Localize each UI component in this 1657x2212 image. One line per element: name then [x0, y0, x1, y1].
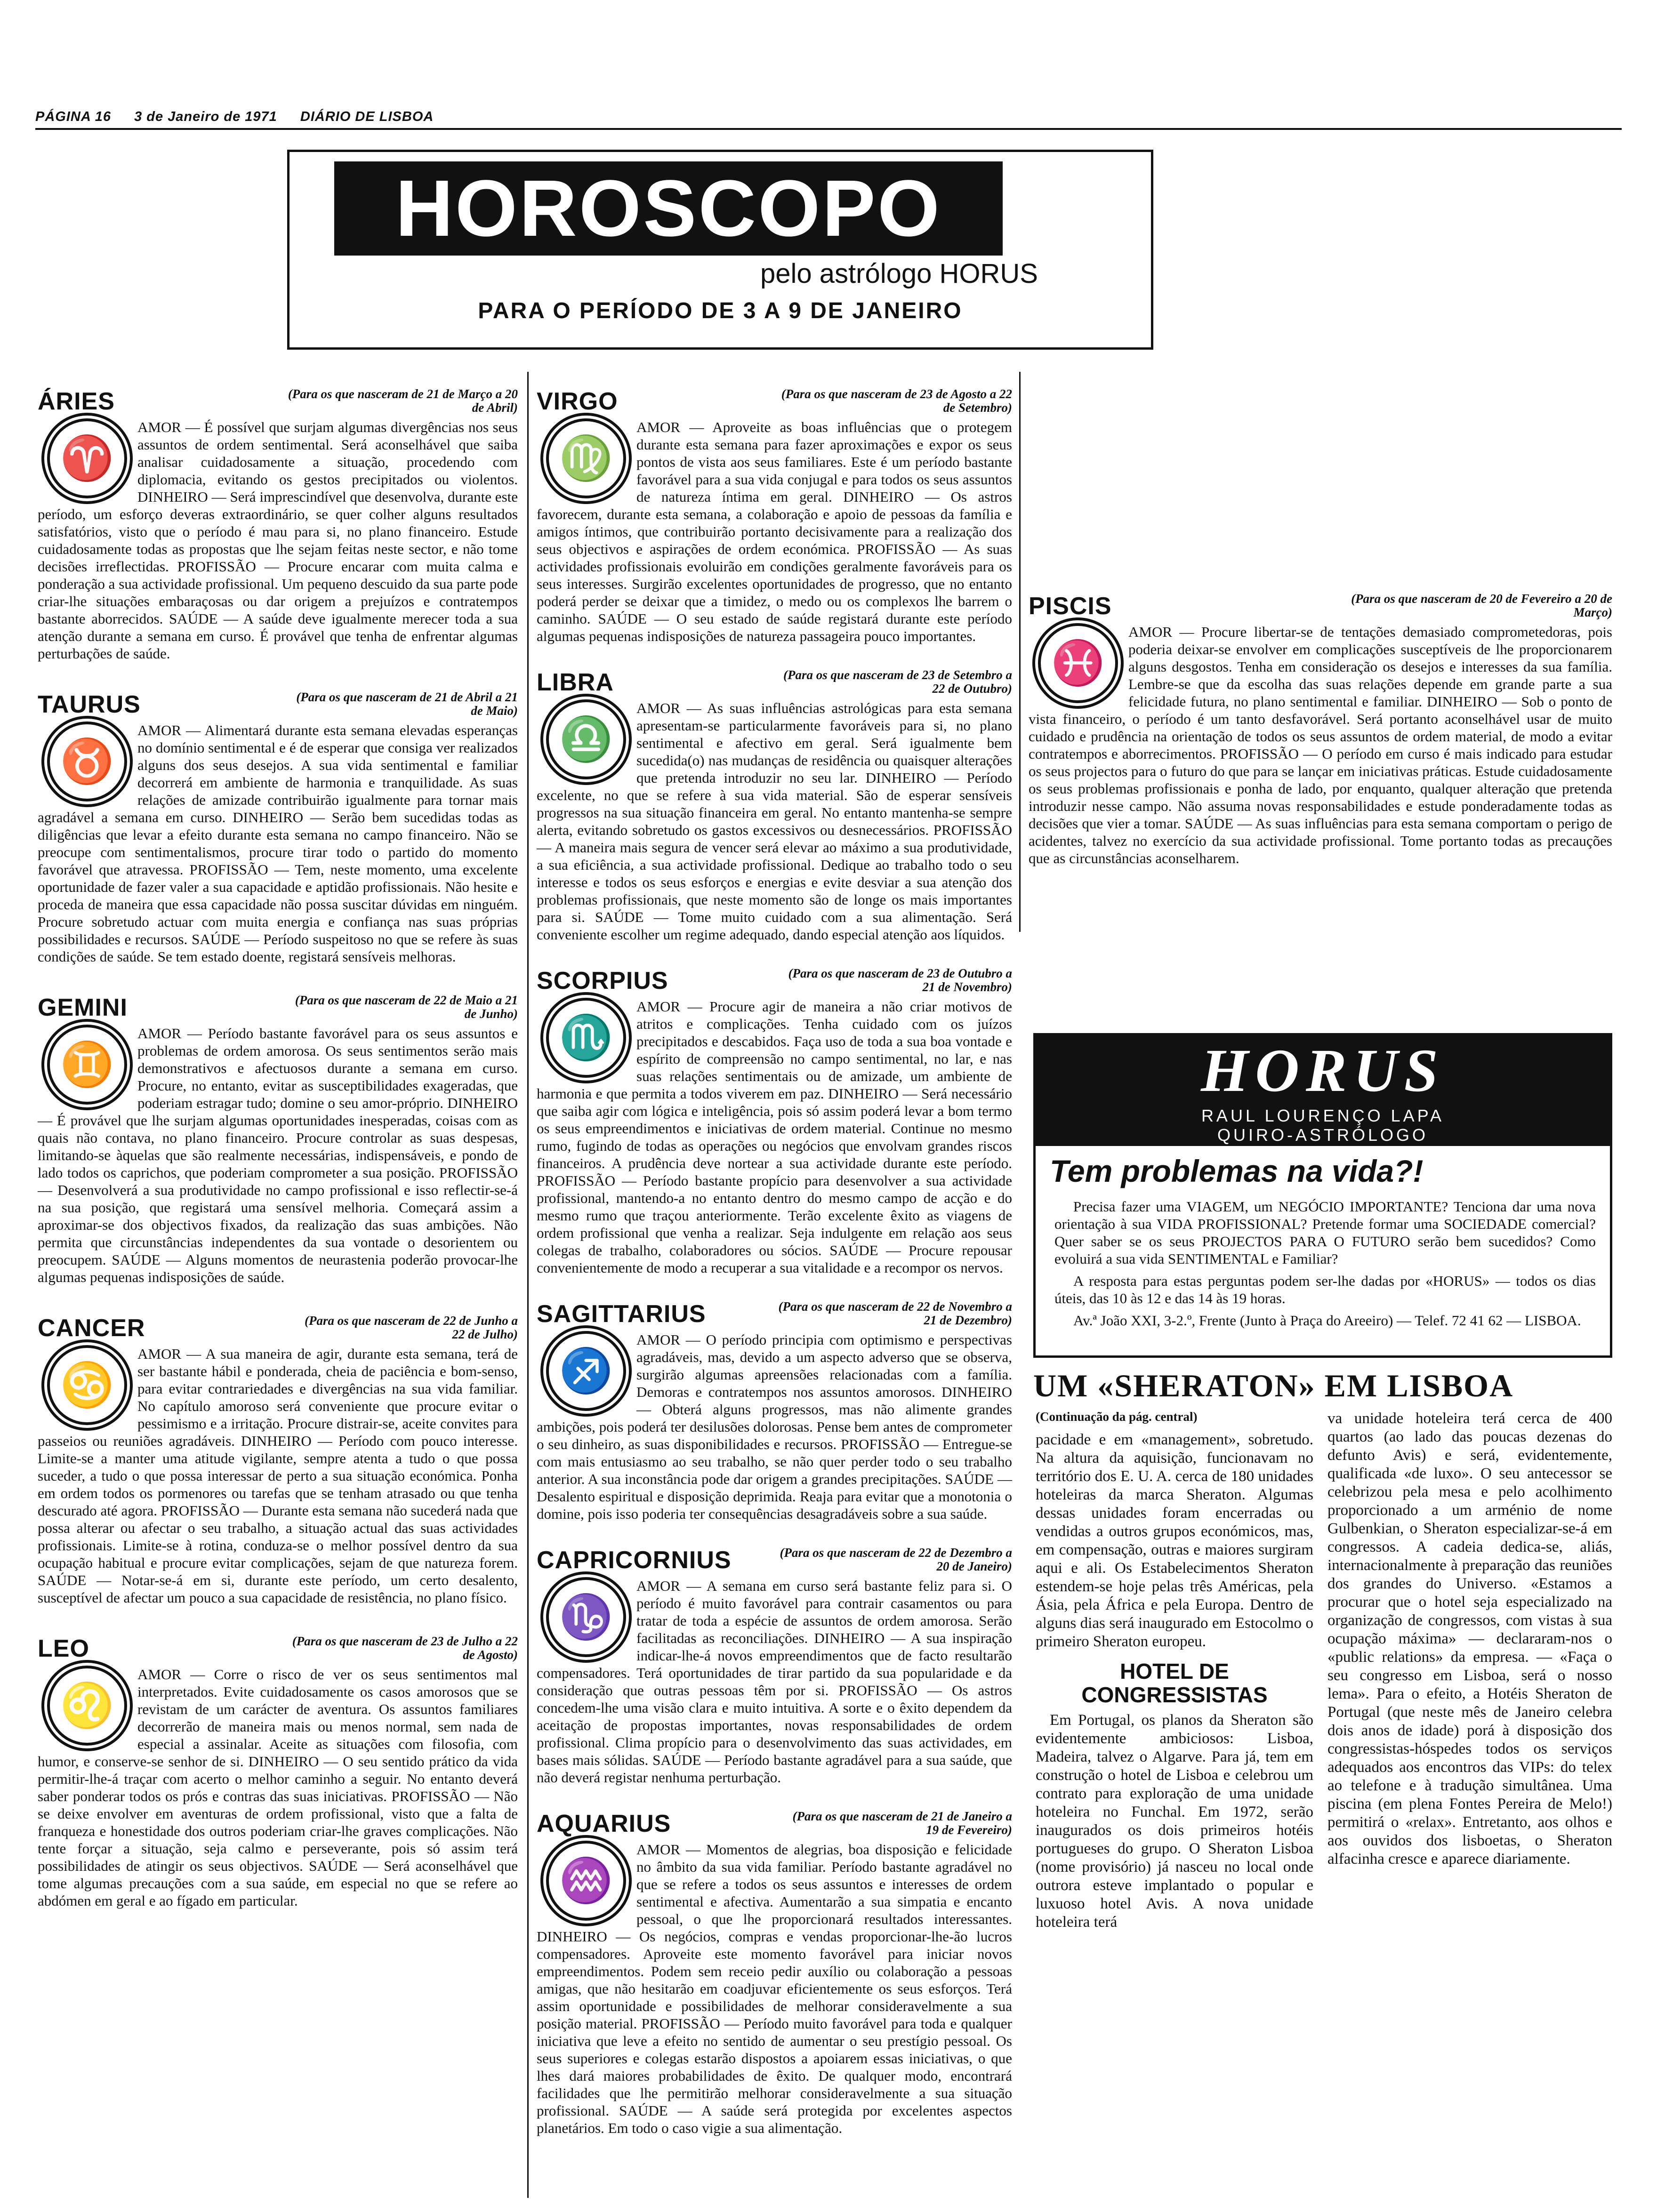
gemini-icon: ♊: [47, 1025, 127, 1105]
piscis-icon: ♓: [1038, 623, 1118, 703]
article-title: UM «SHERATON» EM LISBOA: [1033, 1368, 1514, 1403]
sign-dates: (Para os que nasceram de 20 de Fevereiro a 20 de Março): [1351, 592, 1612, 619]
virgo-icon: ♍: [546, 418, 626, 498]
newspaper-name: DIÁRIO DE LISBOA: [300, 109, 434, 124]
ad-headline: Tem problemas na vida?!: [1050, 1154, 1424, 1188]
page-header: [35, 109, 452, 125]
aries-icon: ♈: [47, 418, 127, 498]
article-column-2: [1327, 1410, 1612, 1868]
horoscope-column-3: [1029, 579, 1612, 867]
sign-dates: (Para os que nasceram de 23 de Agosto a 22 de Setembro): [781, 387, 1012, 415]
sign-name: CAPRICORNIUS: [537, 1547, 732, 1574]
sign-libra: [537, 668, 1012, 943]
sign-cancer: [38, 1314, 518, 1606]
sign-name: TAURUS: [38, 691, 141, 718]
sign-name: LIBRA: [537, 669, 614, 696]
sign-aries: [38, 387, 518, 662]
sign-name: SAGITTARIUS: [537, 1300, 706, 1328]
sign-dates: (Para os que nasceram de 23 de Outubro a 21 de Novembro): [788, 966, 1012, 994]
sign-name: SCORPIUS: [537, 967, 668, 994]
sign-text: AMOR — O período principia com optimismo e perspectivas agradáveis, mas, devido a um aspecto adverso que se observa, surgirão algumas apreensões relacionadas com a família. Demoras e contratempos nos assuntos amorosos. DINHEIRO — Obterá alguns progressos, mas não alimente grandes ambições, pois poderá ter desilusões dolorosas. Pense bem antes de comprometer o seu dinheiro, as suas disponibilidades e recursos. PROFISSÃO — Entregue-se com mais entusiasmo ao seu trabalho, se não quer perder todo o seu trabalho anterior. A sua inconstância pode dar origem a grandes precipitações. SAÚDE — Desalento espiritual e disposição deprimida. Reaja para evitar que a monotonia o domine, pois isso poderia ter consequências desagradáveis sobre a sua saúde.: [537, 1331, 1012, 1522]
sign-text: AMOR — Período bastante favorável para os seus assuntos e problemas de ordem amorosa. Os seus sentimentos serão mais demonstrativos e afectuosos durante a semana em curso. Procure, no entanto, evitar as susceptibilidades exageradas, que poderiam estragar tudo; domine o seu amor-próprio. DINHEIRO — É provável que lhe surjam algumas oportunidades inesperadas, coisas com as quais não contava, no plano financeiro. Procure controlar as suas despesas, limitando-se àquelas que são realmente necessárias, indispensáveis, e pondo de lado todos os caprichos, que poderiam comprometer a sua posição. PROFISSÃO — Desenvolverá a sua produtividade no campo profissional e isso reflectir-se-á na sua posição, que registará uma sensível melhoria. Começará assim a aproximar-se dos objectivos fixados, da realização das suas ambições. Não permita que circunstâncias independentes da sua vontade o desorientem ou preocupem. SAÚDE — Alguns momentos de neurastenia poderão provocar-lhe algumas pequenas indisposições de saúde.: [38, 1025, 518, 1285]
horoscope-title: HOROSCOPO: [334, 161, 1003, 256]
horoscope-column-1: [38, 374, 518, 1909]
sign-dates: (Para os que nasceram de 22 de Maio a 21 de Junho): [295, 993, 518, 1021]
column-divider: [527, 372, 529, 2198]
aquarius-icon: ♒: [546, 1841, 626, 1921]
sign-text: AMOR — Aproveite as boas influências que o protegem durante esta semana para fazer aproximações e expor os seus pontos de vista aos seus familiares. Este é um período bastante favorável para a sua vida conjugal e para todos os seus assuntos de natureza íntima em geral. DINHEIRO — Os astros favorecem, durante esta semana, a colaboração e apoio de pessoas da família e amigos íntimos, que contribuirão portanto decisivamente para a realização dos seus objectivos e aspirações de ordem económica. PROFISSÃO — As suas actividades profissionais evoluirão em condições geralmente favoráveis para os seus interesses. Surgirão excelentes oportunidades de progresso, que no entanto poderá perder se deixar que a timidez, o medo ou os complexos lhe barrem o caminho. SAÚDE — O seu estado de saúde registará durante este período algumas pequenas indisposições de natureza passageira pouco importantes.: [537, 419, 1012, 644]
ad-body: [1054, 1198, 1596, 1329]
horus-advertisement: [1033, 1033, 1612, 1358]
sign-text: AMOR — É possível que surjam algumas divergências nos seus assuntos de ordem sentimental. Será aconselhável que saiba analisar cuidadosamente a situação, procedendo com diplomacia, evitando os gestos precipitados ou violentos. DINHEIRO — Será imprescindível que desenvolva, durante este período, um esforço deveras extraordinário, se quer colher alguns resultados satisfatórios, visto que o período é mau para si, no plano financeiro. Estude cuidadosamente todas as propostas que lhe sejam feitas neste sector, e não tome decisões irreflectidas. PROFISSÃO — Procure encarar com muita calma e ponderação a sua actividade profissional. Um pequeno descuido da sua parte pode criar-lhe situações embaraçosas ou dar origem a prejuízos e contratempos bastante aborrecidos. SAÚDE — A saúde deve igualmente merecer toda a sua atenção durante a semana em curso. É provável que tenha de enfrentar algumas perturbações de saúde.: [38, 419, 518, 662]
sign-name: AQUARIUS: [537, 1810, 671, 1837]
ad-astrologer-name: RAUL LOURENÇO LAPA: [1201, 1106, 1445, 1125]
page-number: PÁGINA 16: [35, 109, 112, 124]
horoscope-banner: [287, 150, 1153, 350]
taurus-icon: ♉: [47, 721, 127, 801]
sign-text: AMOR — A semana em curso será bastante feliz para si. O período é muito favorável para contrair casamentos ou para tratar de toda a espécie de assuntos de ordem amorosa. Serão facilitadas as reconciliações. DINHEIRO — A sua inspiração indicar-lhe-á novos empreendimentos que de facto resultarão compensadores. Terá oportunidades de tirar partido da sua popularidade e da consideração que outras pessoas têm por si. PROFISSÃO — Os astros concedem-lhe uma visão clara e muito intuitiva. A sorte e o êxito dependem da aceitação de propostas importantes, novas responsabilidades de ordem profissional. Clima propício para o desenvolvimento das suas actividades, em bases mais sólidas. SAÚDE — Período bastante agradável para a sua saúde, que não deverá registar nenhuma perturbação.: [537, 1578, 1012, 1786]
sign-capricornius: [537, 1546, 1012, 1786]
sign-text: AMOR — Corre o risco de ver os seus sentimentos mal interpretados. Evite cuidadosamente os casos amorosos que se revistam de um carácter de aventura. Os assuntos familiares decorrerão de maneira mais ou menos normal, sem nada de especial a assinalar. Aceite as situações com filosofia, com humor, e conserve-se senhor de si. DINHEIRO — O seu sentido prático da vida permitir-lhe-á traçar com acerto o melhor caminho a seguir. No entanto deverá saber ponderar todos os prós e contras das suas iniciativas. PROFISSÃO — Não se deixe envolver em aventuras de ordem profissional, visto que a falta de franqueza e honestidade dos outros poderiam criar-lhe graves complicações. Não tente forçar a situação, seja calmo e perseverante, pois só assim terá possibilidades de atingir os seus objectivos. SAÚDE — Será aconselhável que tome algumas precauções com a sua saúde, em especial no que se refere ao abdómen em geral e ao fígado em particular.: [38, 1666, 518, 1909]
sign-name: CANCER: [38, 1314, 145, 1342]
horoscope-column-2: [537, 374, 1012, 2137]
sign-text: AMOR — As suas influências astrológicas para esta semana apresentam-se particularmente favoráveis para si, no plano sentimental e afectivo em geral. Será igualmente bem sucedida(o) nas mudanças de residência ou quaisquer alterações que pretenda introduzir no seu lar. DINHEIRO — Período excelente, no que se refere à sua vida material. São de esperar sensíveis progressos na sua situação financeira em geral. No entanto mantenha-se sempre alerta, evitando sobretudo os gastos excessivos ou desnecessários. PROFISSÃO — A maneira mais segura de vencer será elevar ao máximo a sua produtividade, a sua eficiência, a sua actividade profissional. Dedique ao trabalho todo o seu interesse e todos os seus esforços e energias e evite desviar a sua atenção dos problemas profissionais, que neste momento são de longe os mais importantes para si. SAÚDE — Tome muito cuidado com a sua alimentação. Será conveniente escolher um regime adequado, dando especial atenção aos líquidos.: [537, 700, 1012, 943]
issue-date: 3 de Janeiro de 1971: [134, 109, 277, 124]
sign-name: GEMINI: [38, 994, 128, 1021]
sign-name: ÁRIES: [38, 388, 115, 415]
sign-name: LEO: [38, 1635, 89, 1662]
sign-dates: (Para os que nasceram de 21 de Janeiro a 19 de Fevereiro): [792, 1809, 1012, 1837]
leo-icon: ♌: [47, 1666, 127, 1746]
sign-dates: (Para os que nasceram de 23 de Setembro a 22 de Outubro): [783, 668, 1012, 696]
sign-dates: (Para os que nasceram de 22 de Junho a 22 de Julho): [304, 1314, 518, 1341]
sign-dates: (Para os que nasceram de 23 de Julho a 22 de Agosto): [292, 1634, 518, 1662]
horoscope-period: PARA O PERÍODO DE 3 A 9 DE JANEIRO: [478, 298, 963, 323]
ad-brand: HORUS: [1201, 1037, 1445, 1105]
sign-text: AMOR — Alimentará durante esta semana elevadas esperanças no domínio sentimental e é de esperar que consiga ver realizados alguns dos seus desejos. A sua vida sentimental e familiar decorrerá em ambiente de harmonia e tranquilidade. As suas relações de amizade contribuirão igualmente para tornar mais agradável a semana em curso. DINHEIRO — Serão bem sucedidas todas as diligências que levar a efeito durante esta semana no campo financeiro. Não se preocupe com sentimentalismos, procure tirar todo o partido do momento favorável que atravessa. PROFISSÃO — Tem, neste momento, uma excelente oportunidade de fazer valer a sua capacidade e aptidão profissionais. Não hesite e proceda de maneira que essa capacidade não possa suscitar dúvidas em ninguém. Procure sobretudo actuar com muita energia e confiança nas suas próprias possibilidades e recursos. SAÚDE — Período suspeitoso no que se refere às suas condições de saúde. Se tem estado doente, registará sensíveis melhoras.: [38, 722, 518, 965]
sign-piscis: [1029, 592, 1612, 867]
ad-astrologer-role: QUIRO-ASTRÓLOGO: [1217, 1125, 1429, 1145]
column-divider: [1019, 372, 1021, 932]
sagittarius-icon: ♐: [546, 1331, 626, 1411]
sign-scorpius: [537, 967, 1012, 1276]
scorpius-icon: ♏: [546, 998, 626, 1078]
sign-dates: (Para os que nasceram de 21 de Abril a 21 de Maio): [296, 690, 518, 718]
sign-name: PISCIS: [1029, 593, 1112, 620]
sign-aquarius: [537, 1810, 1012, 2137]
article-text: Em Portugal, os planos da Sheraton são evidentemente ambiciosos: Lisboa, Madeira, talvez o Algarve. Para já, tem em construção o hotel de Lisboa e celebrou um contrato para exploração de uma unidade hoteleira no Funchal. Em 1972, serão inaugurados os dois primeiros hotéis portugueses do grupo. O Sheraton Lisboa (nome provisório) já nasceu no local onde outrora esteve implantado o popular e luxuoso hotel Avis. A nova unidade hoteleira terá: [1036, 1712, 1313, 1931]
header-rule: [35, 128, 1622, 130]
ad-address: Av.ª João XXI, 3-2.º, Frente (Junto à Praça do Areeiro) — Telef. 72 41 62 — LISBOA.: [1073, 1312, 1581, 1329]
sign-name: VIRGO: [537, 388, 618, 415]
cancer-icon: ♋: [47, 1345, 127, 1425]
sign-sagittarius: [537, 1300, 1012, 1523]
sign-leo: [38, 1635, 518, 1909]
sign-text: AMOR — Procure agir de maneira a não criar motivos de atritos e complicações. Tenha cuidado com os juízos precipitados e descabidos. Faça uso de toda a sua boa vontade e espírito de compreensão no campo sentimental, no lar, e nas suas relações sentimentais ou de amizade, um ambiente de harmonia e que permita a todos viverem em paz. DINHEIRO — Será necessário que saiba agir com lógica e inteligência, pois só assim poderá levar a bom termo os seus empreendimentos e iniciativas de ordem material. Continue no mesmo rumo, fugindo de todas as operações ou negócios que envolvam grandes riscos financeiros. A prudência deve nortear a sua actividade durante este período. PROFISSÃO — Período bastante propício para desenvolver a sua actividade profissional, mantendo-a no entanto dentro do mesmo campo de acção e do mesmo rumo que traçou anteriormente. Terão excelente êxito as viagens de ordem profissional que venha a realizar. Seja indulgente em relação aos seus colegas de trabalho, colaboradores ou sócios. SAÚDE — Procure repousar convenientemente de modo a recuperar a sua vitalidade e a recompor os nervos.: [537, 998, 1012, 1276]
sign-gemini: [38, 994, 518, 1286]
sign-virgo: [537, 387, 1012, 645]
sign-dates: (Para os que nasceram de 21 de Março a 20 de Abril): [288, 387, 518, 415]
sign-dates: (Para os que nasceram de 22 de Novembro a 21 de Dezembro): [778, 1299, 1012, 1327]
sign-text: AMOR — Momentos de alegrias, boa disposição e felicidade no âmbito da sua vida familiar. Período bastante agradável no que se refere a todos os seus assuntos e interesses de ordem sentimental e afectiva. Aumentarão a sua simpatia e encanto pessoal, o que lhe proporcionará resultados interessantes. DINHEIRO — Os negócios, compras e vendas proporcionar-lhe-ão lucros compensadores. Aproveite este momento favorável para iniciar novos empreendimentos. Podem sem receio pedir auxílio ou colaboração a pessoas amigas, que não hesitarão em coadjuvar eficientemente os seus esforços. Terá assim oportunidade e possibilidades de melhorar consideravelmente a sua posição material. PROFISSÃO — Período muito favorável para toda e qualquer iniciativa que leve a efeito no sentido de aumentar o seu prestígio pessoal. Os seus superiores e colegas estarão dispostos a apoiarem essas iniciativas, o que lhes dará maiores probabilidades de êxito. De qualquer modo, encontrará facilidades que lhe permitirão melhorar consideravelmente a sua situação profissional. SAÚDE — A saúde será protegida por excelentes aspectos planetários. Em todo o caso vigie a sua alimentação.: [537, 1841, 1012, 2136]
horoscope-subtitle: pelo astrólogo HORUS: [760, 258, 1038, 289]
ad-body-text: Precisa fazer uma VIAGEM, um NEGÓCIO IMPORTANTE? Tenciona dar uma nova orientação à sua VIDA PROFISSIONAL? Pretende formar uma SOCIEDADE comercial? Quer saber se os seus PROJECTOS PARA O FUTURO serão bem sucedidos? Como evoluirá a sua vida SENTIMENTAL e Familiar?: [1054, 1198, 1596, 1267]
sign-dates: (Para os que nasceram de 22 de Dezembro a 20 de Janeiro): [780, 1546, 1012, 1573]
ad-body-text-2: A resposta para estas perguntas podem ser-lhe dadas por «HORUS» — todos os dias úteis, das 10 às 12 e das 14 às 19 horas.: [1054, 1273, 1596, 1306]
article-text: pacidade e em «management», sobretudo. Na altura da aquisição, funcionavam no território dos E. U. A. cerca de 180 unidades hoteleiras da marca Sheraton. Algumas dessas unidades foram encerradas ou vendidas a outros grupos económicos, mas, em compensação, outras e maiores surgiram aqui e ali. Os Estabelecimentos Sheraton estendem-se hoje pelas três Américas, pela Ásia, pela África e pela Europa. Dentro de alguns dias será inaugurado em Estocolmo o primeiro Sheraton europeu.: [1036, 1431, 1313, 1650]
ad-banner: [1036, 1035, 1610, 1146]
sign-text: AMOR — A sua maneira de agir, durante esta semana, terá de ser bastante hábil e ponderada, cheia de paciência e bom-senso, para evitar contrariedades e divergências na sua vida familiar. No capítulo amoroso será conveniente que procure evitar o pessimismo e a irritação. Procure distrair-se, aceite convites para passeios ou reuniões agradáveis. DINHEIRO — Período com pouco interesse. Limite-se a manter uma atitude vigilante, sempre atenta a tudo o que possa suceder, a tudo o que possa interessar de perto a sua situação económica. Ponha em ordem todos os pormenores ou tarefas que se tenham atrasado ou que tenha descurado até agora. PROFISSÃO — Durante esta semana não sucederá nada que possa alterar ou afectar o seu trabalho, a situação actual das suas actividades profissionais. Limite-se à rotina, conduza-se o melhor possível dentro da sua ocupação habitual e procure evitar complicações, sejam de que natureza forem. SAÚDE — Notar-se-á em si, durante este período, um certo desalento, susceptível de afectar um pouco a sua capacidade de resistência, no plano físico.: [38, 1346, 518, 1606]
sign-taurus: [38, 690, 518, 965]
article-continuation: (Continuação da pág. central): [1036, 1410, 1198, 1424]
capricornius-icon: ♑: [546, 1577, 626, 1657]
article-text: va unidade hoteleira terá cerca de 400 quartos (ao lado das poucas dezenas do defunto Avis) e será, evidentemente, qualificada «de luxo». O seu antecessor se celebrizou pela mesa e pelo acolhimento proporcionado a um arménio de nome Gulbenkian, o Sheraton especializar-se-á em congressos. A cadeia dedica-se, aliás, internacionalmente à preparação das reuniões dos grandes do Universo. «Estamos a procurar que o hotel seja especializado na organização de congressos, com vistas à sua ocupação máxima» — declararam-nos o «public relations» da empresa. — «Faça o seu congresso em Lisboa, será o nosso lema». Para o efeito, a Hotéis Sheraton de Portugal (que neste mês de Janeiro celebra dois anos de idade) porá à disposição dos congressistas-hóspedes todos os serviços adequados aos encontros das VIPs: do telex ao telefone e à tradução simultânea. Uma piscina (em plena Fontes Pereira de Melo!) permitirá o «relax». Entretanto, aos olhos e aos ouvidos dos lisboetas, o Sheraton alfacinha cresce e aparece diariamente.: [1327, 1410, 1612, 1867]
libra-icon: ♎: [546, 699, 626, 779]
sign-text: AMOR — Procure libertar-se de tentações demasiado comprometedoras, pois poderia deixar-se envolver em complicações susceptíveis de lhe proporcionarem alguns desgostos. Tenha em consideração os desejos e interesses da sua família. Lembre-se que da escolha das suas relações depende em grande parte a sua felicidade futura, no plano sentimental e familiar. DINHEIRO — Sob o ponto de vista financeiro, o período é um tanto desfavorável. Será portanto aconselhável usar de muito cuidado e prudência na orientação de todos os seus assuntos de ordem material, de modo a evitar contratempos e aborrecimentos. PROFISSÃO — O período em curso é mais indicado para estudar os seus projectos para o futuro do que para se lançar em iniciativas práticas. Estude cuidadosamente os seus problemas profissionais e ponha de lado, por enquanto, qualquer alteração que pretenda introduzir nesse campo. Não assuma novas responsabilidades e estude ponderadamente todas as decisões que vier a tomar. SAÚDE — As suas influências para esta semana comportam o perigo de acidentes, talvez no exercício da sua actividade profissional. Tome portanto todas as precauções que as circunstâncias aconselharem.: [1029, 624, 1612, 866]
article-column-1: [1036, 1431, 1313, 1931]
article-subhead: HOTEL DE CONGRESSISTAS: [1081, 1659, 1268, 1707]
